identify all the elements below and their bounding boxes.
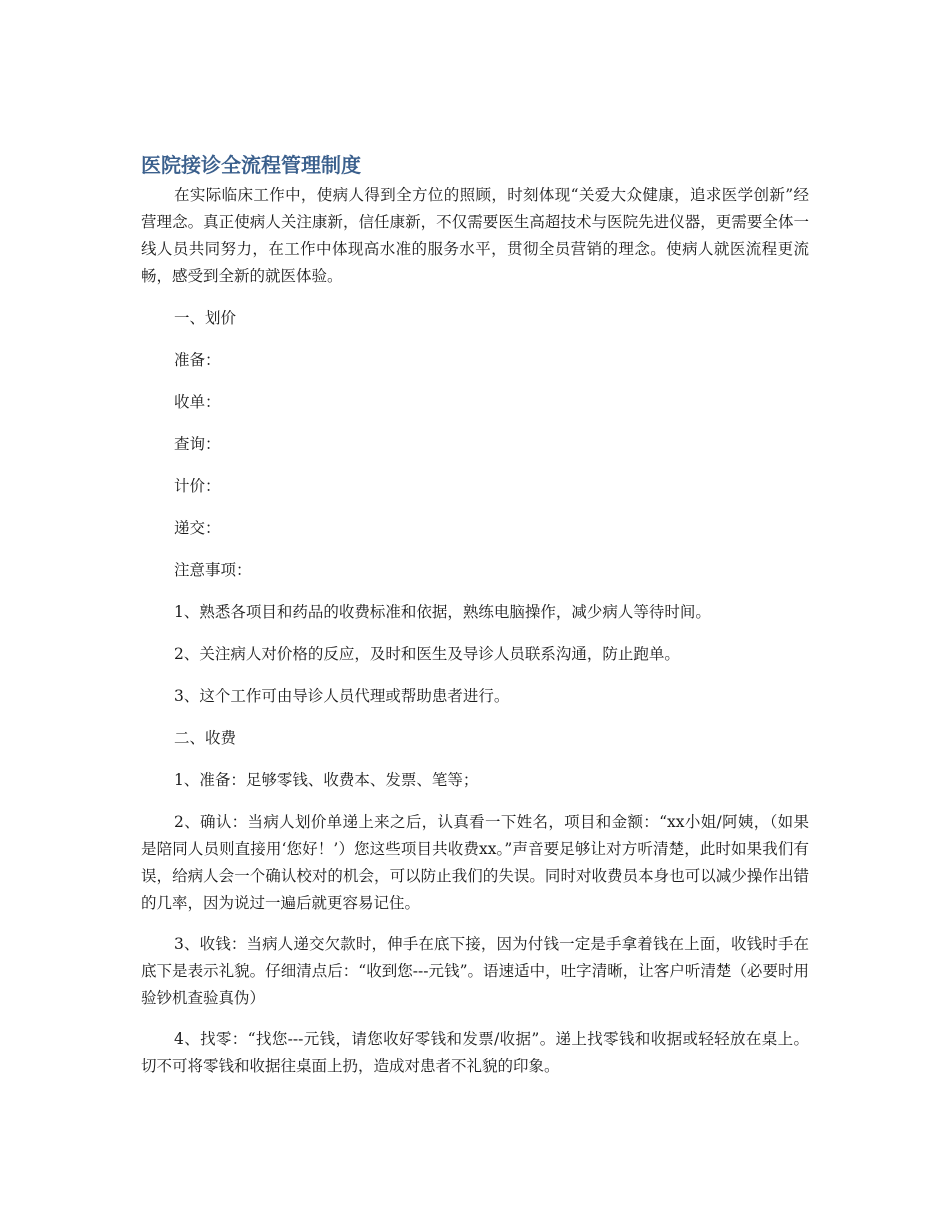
pricing-step-query: 查询：: [174, 435, 221, 453]
pricing-step-prepare: 准备：: [174, 351, 221, 369]
pricing-step-submit: 递交：: [174, 519, 221, 537]
intro-paragraph: 在实际临床工作中，使病人得到全方位的照顾，时刻体现“关爱大众健康，追求医学创新”经营理念。真正使病人关注康新，信任康新，不仅需要医生高超技术与医院先进仪器，更需要全体一线人员共同努力，在工作中体现高水准的服务水平，贯彻全员营销的理念。使病人就医流程更流畅，感受到全新的就医体验。: [141, 186, 809, 285]
pricing-step-receive: 收单：: [174, 393, 221, 411]
notes-heading: 注意事项：: [174, 561, 252, 579]
pricing-step-calculate: 计价：: [174, 477, 221, 495]
billing-item-confirm: 2、确认：当病人划价单递上来之后，认真看一下姓名，项目和金额：“xx小姐/阿姨，（如果是陪同人员则直接用‘您好！’）您这些项目共收费xx。”声音要足够让对方听清楚，此时如果我们有误，给病人会一个确认校对的机会，可以防止我们的失误。同时对收费员本身也可以减少操作出错的几率，因为说过一遍后就更容易记住。: [141, 813, 809, 912]
document-body: [141, 150, 809, 1080]
page-title: 医院接诊全流程管理制度: [141, 153, 361, 177]
billing-item-prepare: 1、准备：足够零钱、收费本、发票、笔等；: [174, 771, 479, 789]
section-heading-pricing: 一、划价: [174, 309, 237, 327]
billing-item-collect: 3、收钱：当病人递交欠款时，伸手在底下接，因为付钱一定是手拿着钱在上面，收钱时手在底下是表示礼貌。仔细清点后：“收到您---元钱”。语速适中，吐字清晰，让客户听清楚（必要时用验钞机查验真伪）: [141, 935, 809, 1007]
note-item-2: 2、关注病人对价格的反应，及时和医生及导诊人员联系沟通，防止跑单。: [174, 645, 680, 663]
note-item-1: 1、熟悉各项目和药品的收费标准和依据，熟练电脑操作，减少病人等待时间。: [174, 603, 711, 621]
section-heading-billing: 二、收费: [174, 729, 237, 747]
billing-item-change: 4、找零：“找您---元钱，请您收好零钱和发票/收据”。递上找零钱和收据或轻轻放在桌上。切不可将零钱和收据往桌面上扔，造成对患者不礼貌的印象。: [141, 1030, 809, 1075]
note-item-3: 3、这个工作可由导诊人员代理或帮助患者进行。: [174, 687, 510, 705]
